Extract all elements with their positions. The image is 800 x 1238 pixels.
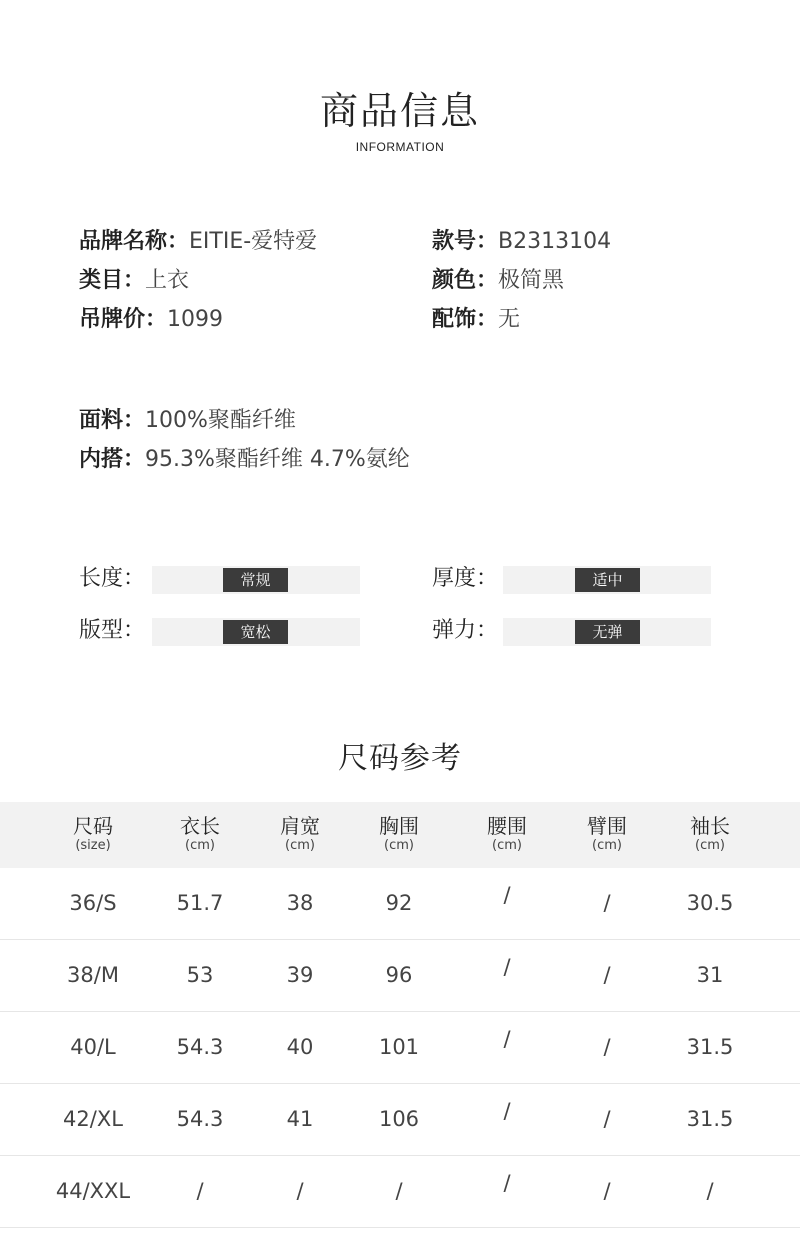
header-size-name: 尺码	[73, 814, 113, 838]
length-indicator: 常规	[223, 568, 288, 592]
elasticity-indicator: 无弹	[575, 620, 640, 644]
cell-waist: /	[503, 883, 511, 907]
cell-arm: /	[603, 1035, 611, 1059]
header-shoulder	[250, 814, 350, 854]
info-style-no	[432, 227, 611, 257]
fabric-value: 100%聚酯纤维	[145, 408, 296, 433]
fit-indicator: 宽松	[223, 620, 288, 644]
size-table-header	[0, 802, 800, 868]
accessory-value: 无	[498, 307, 521, 332]
header-waist-name: 腰围	[487, 814, 527, 838]
table-row	[0, 868, 800, 940]
cell-size: 42/XL	[63, 1107, 123, 1131]
section-header	[0, 88, 800, 154]
style-no-label: 款号：	[432, 229, 499, 254]
cell-arm: /	[603, 891, 611, 915]
thickness-scale	[503, 566, 711, 594]
cell-arm: /	[603, 1179, 611, 1203]
header-arm-name: 臂围	[587, 814, 627, 838]
header-shoulder-name: 肩宽	[280, 814, 320, 838]
color-label: 颜色：	[432, 268, 499, 293]
cell-chest: 101	[378, 1035, 420, 1059]
header-length	[150, 814, 250, 854]
cell-size: 40/L	[70, 1035, 116, 1059]
header-waist	[457, 814, 557, 854]
header-arm-unit: (cm)	[592, 838, 622, 853]
category-value: 上衣	[145, 268, 190, 293]
cell-length: /	[196, 1179, 204, 1203]
header-waist-unit: (cm)	[492, 838, 522, 853]
cell-waist: /	[503, 955, 511, 979]
lining-value: 95.3%聚酯纤维 4.7%氨纶	[145, 447, 410, 472]
cell-size: 38/M	[67, 963, 119, 987]
thickness-label: 厚度：	[432, 566, 499, 591]
info-brand	[79, 227, 317, 257]
cell-length: 53	[186, 963, 214, 987]
cell-sleeve: 31	[696, 963, 724, 987]
length-scale	[152, 566, 360, 594]
cell-waist: /	[503, 1171, 511, 1195]
cell-length: 51.7	[176, 891, 224, 915]
header-size	[43, 814, 143, 854]
fit-scale	[152, 618, 360, 646]
brand-value: EITIE-爱特爱	[189, 229, 318, 254]
cell-sleeve: 30.5	[686, 891, 734, 915]
accessory-label: 配饰：	[432, 307, 499, 332]
price-value: 1099	[167, 307, 224, 332]
header-arm	[557, 814, 657, 854]
elasticity-scale	[503, 618, 711, 646]
info-accessory	[432, 305, 520, 335]
cell-waist: /	[503, 1099, 511, 1123]
header-sleeve	[660, 814, 760, 854]
cell-arm: /	[603, 963, 611, 987]
info-price	[79, 305, 223, 335]
page-title: 商品信息	[319, 89, 480, 133]
table-row	[0, 1084, 800, 1156]
header-shoulder-unit: (cm)	[285, 838, 315, 853]
cell-arm: /	[603, 1107, 611, 1131]
cell-chest: 106	[378, 1107, 420, 1131]
header-sleeve-unit: (cm)	[695, 838, 725, 853]
header-length-unit: (cm)	[185, 838, 215, 853]
cell-sleeve: /	[706, 1179, 714, 1203]
table-row	[0, 1156, 800, 1228]
table-row	[0, 1012, 800, 1084]
info-category	[79, 266, 189, 296]
cell-sleeve: 31.5	[686, 1035, 734, 1059]
header-sleeve-name: 袖长	[690, 814, 730, 838]
fabric-label: 面料：	[79, 408, 146, 433]
cell-chest: 92	[385, 891, 413, 915]
cell-length: 54.3	[176, 1107, 224, 1131]
header-chest-name: 胸围	[379, 814, 419, 838]
color-value: 极简黑	[498, 268, 565, 293]
brand-label: 品牌名称：	[79, 229, 190, 254]
style-no-value: B2313104	[498, 229, 612, 254]
category-label: 类目：	[79, 268, 146, 293]
header-chest-unit: (cm)	[384, 838, 414, 853]
page-subtitle: INFORMATION	[355, 140, 445, 154]
material-fabric	[79, 406, 296, 436]
cell-length: 54.3	[176, 1035, 224, 1059]
price-label: 吊牌价：	[79, 307, 168, 332]
size-chart-title: 尺码参考	[338, 741, 462, 776]
cell-size: 36/S	[69, 891, 117, 915]
cell-shoulder: 38	[286, 891, 314, 915]
header-length-name: 衣长	[180, 814, 220, 838]
cell-waist: /	[503, 1027, 511, 1051]
cell-size: 44/XXL	[55, 1179, 131, 1203]
cell-shoulder: 40	[286, 1035, 314, 1059]
size-table	[0, 802, 800, 1228]
cell-shoulder: /	[296, 1179, 304, 1203]
cell-sleeve: 31.5	[686, 1107, 734, 1131]
cell-shoulder: 41	[286, 1107, 314, 1131]
elasticity-label: 弹力：	[432, 618, 499, 643]
table-row	[0, 940, 800, 1012]
lining-label: 内搭：	[79, 447, 146, 472]
cell-shoulder: 39	[286, 963, 314, 987]
header-chest	[349, 814, 449, 854]
thickness-indicator: 适中	[575, 568, 640, 592]
info-color	[432, 266, 564, 296]
header-size-unit: (size)	[75, 838, 111, 853]
cell-chest: /	[395, 1179, 403, 1203]
cell-chest: 96	[385, 963, 413, 987]
fit-label: 版型：	[79, 618, 146, 643]
material-lining	[79, 445, 410, 475]
length-label: 长度：	[79, 566, 146, 591]
